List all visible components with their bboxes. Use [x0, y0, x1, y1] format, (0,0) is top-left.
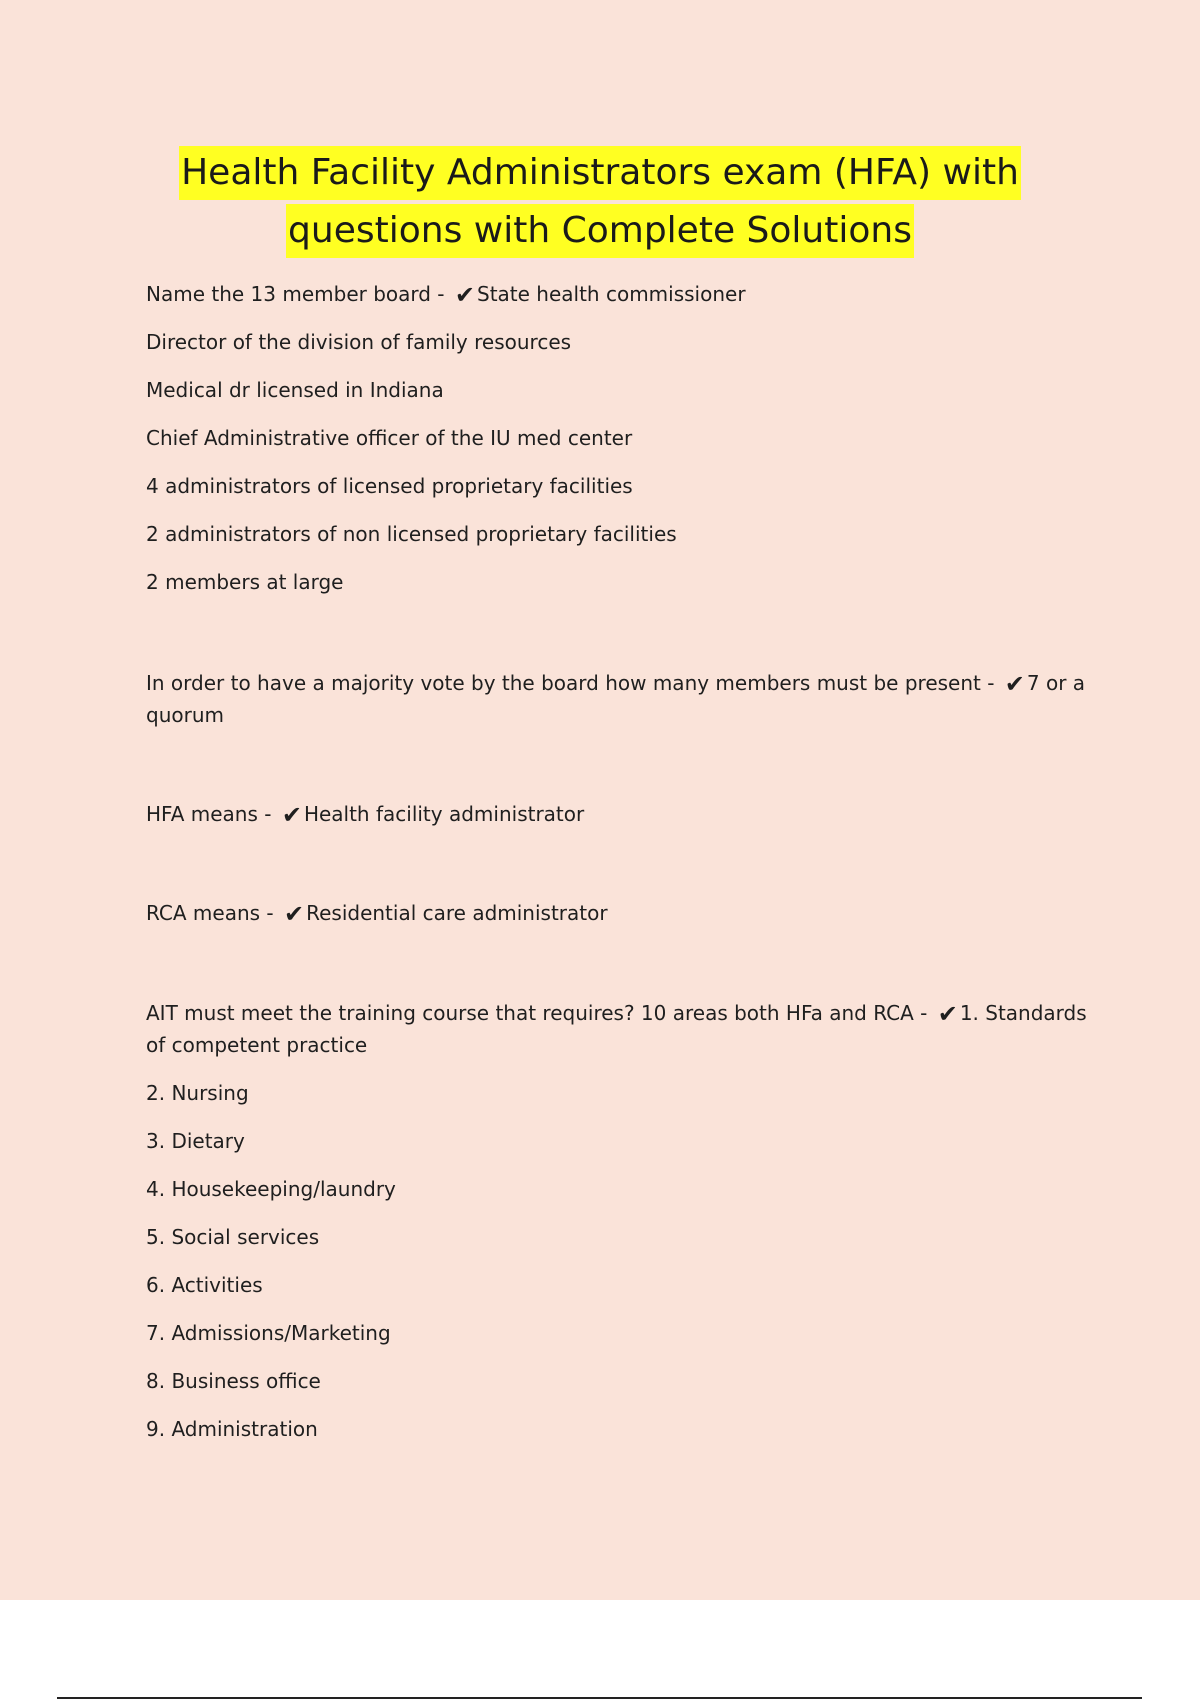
answer-wrap-line: quorum — [146, 703, 224, 727]
answer-text: State health commissioner — [477, 282, 746, 306]
question-5 — [146, 997, 1087, 1029]
checkmark-icon: ✔ — [937, 1000, 958, 1028]
checkmark-icon: ✔ — [1004, 670, 1025, 698]
answer-line: 2 members at large — [146, 570, 344, 594]
question-text: RCA means - — [146, 901, 280, 925]
checkmark-icon: ✔ — [281, 801, 302, 829]
footer-divider — [57, 1697, 1142, 1699]
question-text: In order to have a majority vote by the board how many members must be present - — [146, 671, 1001, 695]
answer-text: Health facility administrator — [303, 802, 585, 826]
question-1 — [146, 278, 1076, 310]
answer-line: 6. Activities — [146, 1273, 263, 1297]
question-text: AIT must meet the training course that requires? 10 areas both HFa and RCA - — [146, 1001, 934, 1025]
answer-line: 4. Housekeeping/laundry — [146, 1177, 396, 1201]
question-3 — [146, 798, 1076, 830]
question-text: HFA means - — [146, 802, 278, 826]
document-title — [0, 146, 1200, 262]
question-2 — [146, 667, 1086, 699]
answer-wrap-line: of competent practice — [146, 1033, 368, 1057]
answer-text: 7 or a — [1026, 671, 1086, 695]
answer-line: 9. Administration — [146, 1417, 318, 1441]
answer-line: 8. Business office — [146, 1369, 321, 1393]
answer-text: 1. Standards — [959, 1001, 1087, 1025]
question-text: Name the 13 member board - — [146, 282, 451, 306]
title-line-1: Health Facility Administrators exam (HFA) with — [179, 146, 1021, 200]
answer-line: Chief Administrative officer of the IU med center — [146, 426, 633, 450]
checkmark-icon: ✔ — [454, 281, 475, 309]
title-line-2: questions with Complete Solutions — [286, 204, 914, 258]
answer-line: 7. Admissions/Marketing — [146, 1321, 391, 1345]
checkmark-icon: ✔ — [283, 900, 305, 928]
answer-line: 2 administrators of non licensed proprietary facilities — [146, 522, 677, 546]
answer-line: 4 administrators of licensed proprietary facilities — [146, 474, 633, 498]
qa-content — [146, 278, 1087, 1461]
question-4 — [146, 897, 1076, 929]
answer-line: 5. Social services — [146, 1225, 320, 1249]
answer-text: Residential care administrator — [306, 901, 608, 925]
answer-line: Director of the division of family resources — [146, 330, 572, 354]
answer-line: 3. Dietary — [146, 1129, 245, 1153]
answer-line: 2. Nursing — [146, 1081, 249, 1105]
answer-line: Medical dr licensed in Indiana — [146, 378, 444, 402]
